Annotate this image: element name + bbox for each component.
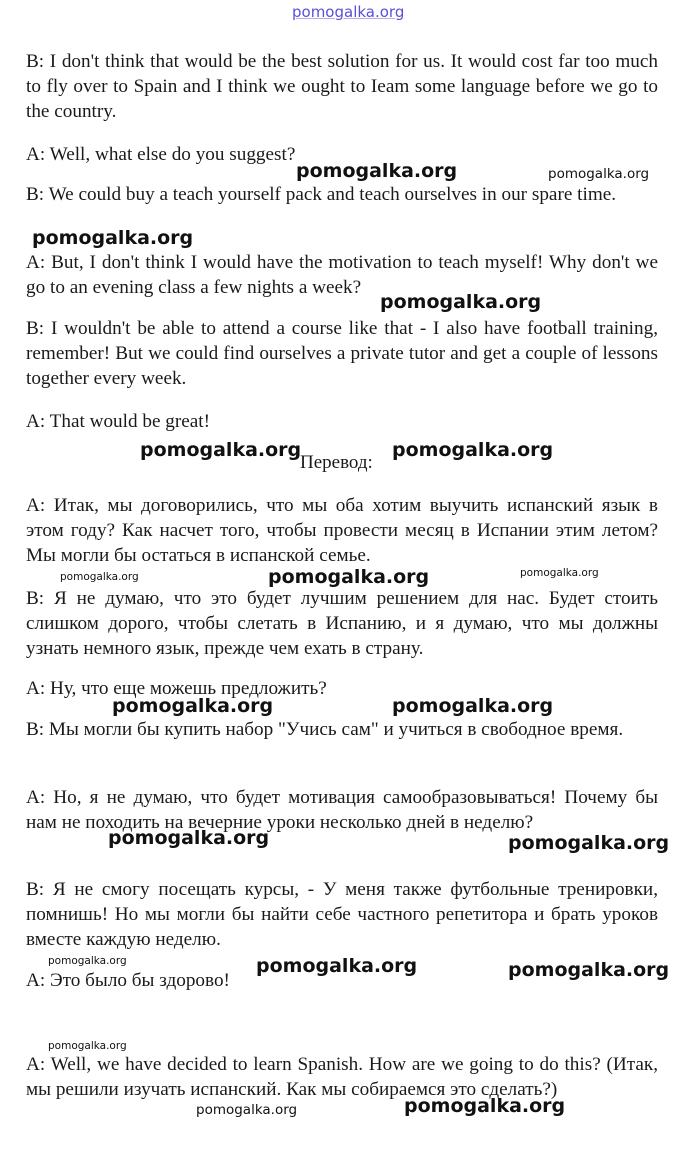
watermark: pomogalka.org (256, 955, 418, 977)
english-line-5: B: I wouldn't be able to attend a course like that - I also have football training, remember! But we could find ourselves a private tutor and get a couple of lessons together every week. (26, 318, 658, 389)
translation-heading: Перевод: (300, 452, 373, 473)
watermark: pomogalka.org (112, 695, 274, 717)
header-site-link[interactable]: pomogalka.org (292, 3, 405, 21)
russian-line-4: В: Мы могли бы купить набор "Учись сам" и учиться в свободное время. (26, 719, 624, 740)
watermark: pomogalka.org (60, 571, 139, 583)
russian-line-3: А: Ну, что еще можешь предложить? (26, 678, 327, 699)
russian-line-7: А: Это было бы здорово! (26, 970, 230, 991)
watermark: pomogalka.org (508, 832, 670, 854)
watermark: pomogalka.org (296, 160, 458, 182)
english-line-1: B: I don't think that would be the best solution for us. It would cost far too much to fly over to Spain and I think we ought to Ieam some language before we go to the country. (26, 51, 658, 122)
watermark: pomogalka.org (508, 959, 670, 981)
watermark: pomogalka.org (392, 695, 554, 717)
watermark: pomogalka.org (48, 955, 127, 967)
english-line-4: A: But, I don't think I would have the motivation to teach myself! Why don't we go to an evening class a few nights a week? (26, 252, 658, 298)
english-line-2: A: Well, what else do you suggest? (26, 144, 296, 165)
russian-line-2: В: Я не думаю, что это будет лучшим решением для нас. Будет стоить слишком дорого, чтобы слетать в Испанию, и я думаю, что мы должны узнать немного язык, прежде чем ехать в страну. (26, 588, 658, 659)
english-line-6: A: That would be great! (26, 411, 211, 432)
final-exchange: A: Well, we have decided to learn Spanish. How are we going to do this? (Итак, мы решили изучать испанский. Как мы собираемся это сделать?) (26, 1054, 658, 1100)
watermark: pomogalka.org (520, 567, 599, 579)
russian-line-5: А: Но, я не думаю, что будет мотивация самообразовываться! Почему бы нам не походить на вечерние уроки несколько дней в неделю? (26, 787, 658, 833)
watermark: pomogalka.org (380, 291, 542, 313)
english-line-3: B: We could buy a teach yourself pack and teach ourselves in our spare time. (26, 184, 617, 205)
watermark: pomogalka.org (392, 439, 554, 461)
russian-line-6: В: Я не смогу посещать курсы, - У меня также футбольные тренировки, помнишь! Но мы могли бы найти себе частного репетитора и брать уроков вместе каждую неделю. (26, 879, 658, 950)
watermark: pomogalka.org (404, 1095, 566, 1117)
watermark: pomogalka.org (196, 1102, 298, 1118)
watermark: pomogalka.org (140, 439, 302, 461)
watermark: pomogalka.org (108, 827, 270, 849)
watermark: pomogalka.org (32, 227, 194, 249)
watermark: pomogalka.org (268, 566, 430, 588)
watermark: pomogalka.org (548, 166, 650, 182)
russian-line-1: А: Итак, мы договорились, что мы оба хотим выучить испанский язык в этом году? Как насчет того, чтобы провести месяц в Испании этим летом? Мы могли бы остаться в испанской семье. (26, 495, 658, 566)
watermark: pomogalka.org (48, 1040, 127, 1052)
